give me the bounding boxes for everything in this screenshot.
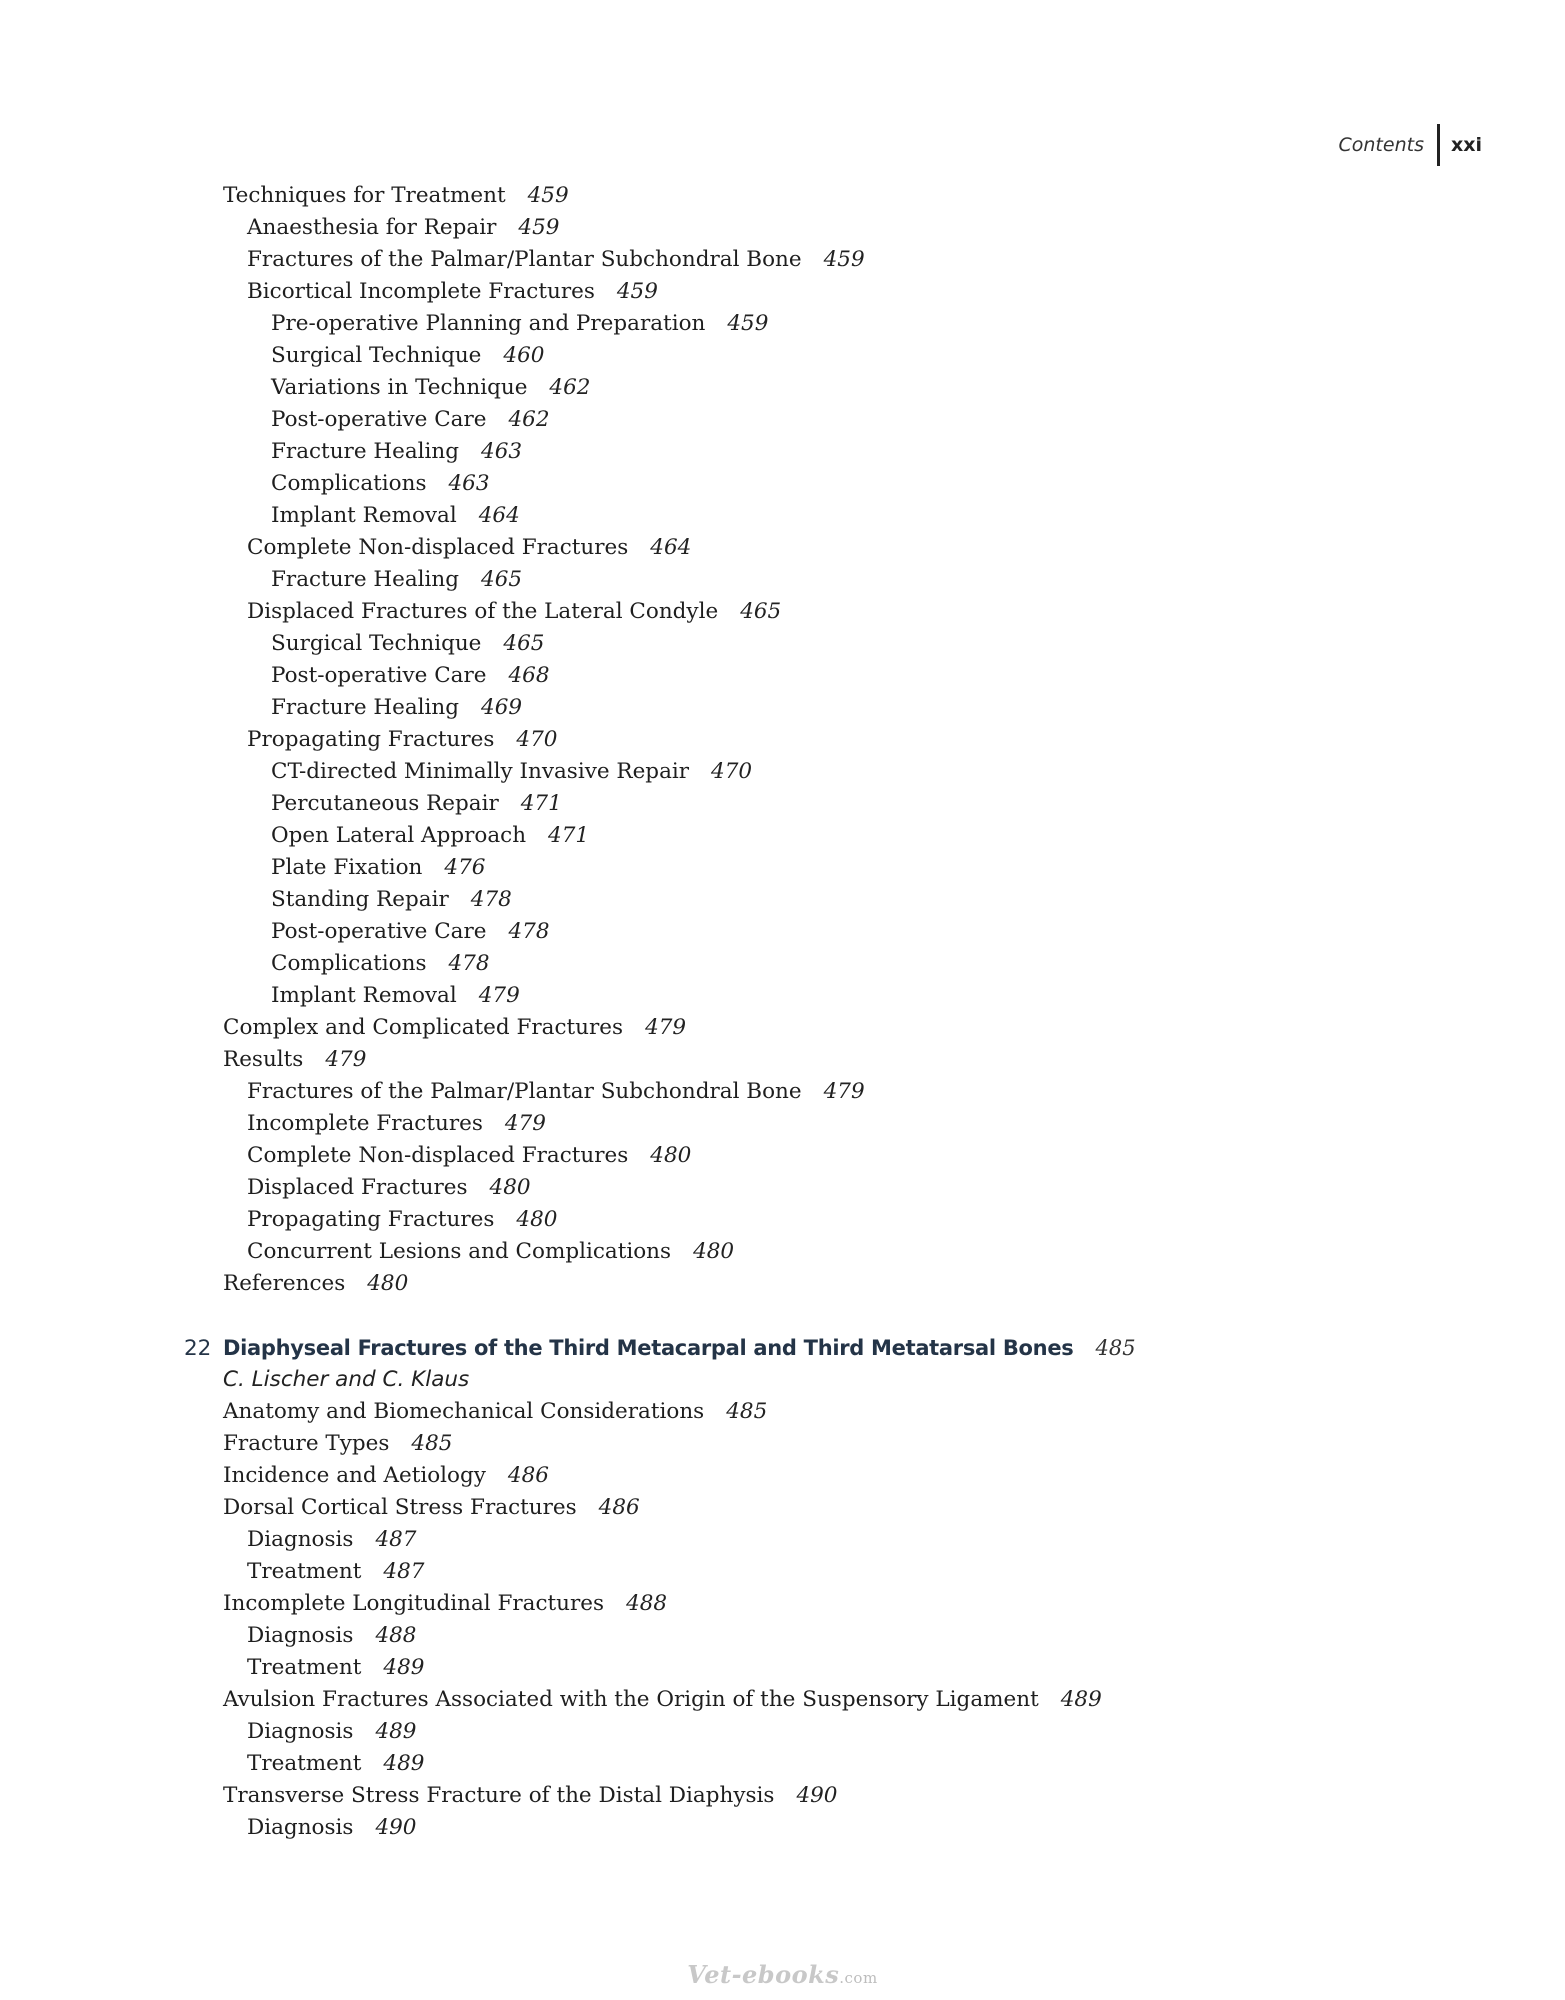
toc-entry-title: Incomplete Fractures bbox=[247, 1111, 483, 1136]
toc-entry[interactable] bbox=[0, 788, 1565, 820]
toc-entry[interactable] bbox=[0, 404, 1565, 436]
toc-entry-page: 489 bbox=[383, 1655, 425, 1680]
toc-entry[interactable] bbox=[0, 948, 1565, 980]
toc-entry-title: Implant Removal bbox=[271, 983, 457, 1008]
toc-entry[interactable] bbox=[0, 1012, 1565, 1044]
toc-entry[interactable] bbox=[0, 692, 1565, 724]
toc-entries-chapter-22 bbox=[0, 1396, 1565, 1844]
toc-entry-title: Diagnosis bbox=[247, 1527, 354, 1552]
chapter-page: 485 bbox=[1095, 1336, 1136, 1360]
toc-entry-title: Implant Removal bbox=[271, 503, 457, 528]
toc-entry-page: 468 bbox=[508, 663, 550, 688]
chapter-heading[interactable] bbox=[0, 1332, 1565, 1364]
toc-entry[interactable] bbox=[0, 212, 1565, 244]
toc-entry[interactable] bbox=[0, 340, 1565, 372]
toc-entry-page: 480 bbox=[693, 1239, 735, 1264]
toc-entry-page: 487 bbox=[383, 1559, 425, 1584]
toc-entry-page: 470 bbox=[711, 759, 753, 784]
toc-entry-title: Anatomy and Biomechanical Considerations bbox=[223, 1399, 705, 1424]
toc-entry[interactable] bbox=[0, 1460, 1565, 1492]
toc-entry[interactable] bbox=[0, 1588, 1565, 1620]
toc-entry[interactable] bbox=[0, 1780, 1565, 1812]
toc-entry-page: 490 bbox=[375, 1815, 417, 1840]
toc-entry-page: 469 bbox=[481, 695, 523, 720]
chapter-title: Diaphyseal Fractures of the Third Metacarpal and Third Metatarsal Bones bbox=[223, 1336, 1074, 1360]
toc-entry-page: 479 bbox=[325, 1047, 367, 1072]
toc-entry-page: 465 bbox=[481, 567, 523, 592]
toc-entry[interactable] bbox=[0, 308, 1565, 340]
toc-entry-title: Results bbox=[223, 1047, 304, 1072]
toc-entry[interactable] bbox=[0, 1684, 1565, 1716]
toc-entry[interactable] bbox=[0, 1620, 1565, 1652]
toc-entry-title: Treatment bbox=[247, 1655, 362, 1680]
toc-entry-title: Bicortical Incomplete Fractures bbox=[247, 279, 595, 304]
toc-entry-title: Pre-operative Planning and Preparation bbox=[271, 311, 706, 336]
toc-entry[interactable] bbox=[0, 1204, 1565, 1236]
toc-entry[interactable] bbox=[0, 1108, 1565, 1140]
toc-entry-page: 462 bbox=[549, 375, 591, 400]
toc-entry-page: 464 bbox=[650, 535, 692, 560]
toc-entry[interactable] bbox=[0, 500, 1565, 532]
toc-entry[interactable] bbox=[0, 884, 1565, 916]
watermark-logo bbox=[0, 1960, 1565, 1989]
toc-entry[interactable] bbox=[0, 1172, 1565, 1204]
toc-entry-title: Anaesthesia for Repair bbox=[247, 215, 497, 240]
toc-entry[interactable] bbox=[0, 244, 1565, 276]
toc-entry-page: 479 bbox=[504, 1111, 546, 1136]
toc-entry-title: Propagating Fractures bbox=[247, 1207, 495, 1232]
toc-entry-page: 488 bbox=[626, 1591, 668, 1616]
toc-entry-title: Fracture Healing bbox=[271, 439, 460, 464]
toc-entry[interactable] bbox=[0, 1812, 1565, 1844]
toc-entry[interactable] bbox=[0, 852, 1565, 884]
header-section-title: Contents bbox=[1338, 134, 1424, 156]
toc-entry-title: Plate Fixation bbox=[271, 855, 423, 880]
toc-entry-page: 489 bbox=[375, 1719, 417, 1744]
toc-entry[interactable] bbox=[0, 1268, 1565, 1300]
toc-entry-page: 480 bbox=[650, 1143, 692, 1168]
toc-entry-title: Surgical Technique bbox=[271, 343, 482, 368]
toc-entry[interactable] bbox=[0, 532, 1565, 564]
toc-entry-page: 480 bbox=[516, 1207, 558, 1232]
toc-entry[interactable] bbox=[0, 628, 1565, 660]
toc-entry-title: Percutaneous Repair bbox=[271, 791, 499, 816]
toc-entry-page: 464 bbox=[478, 503, 520, 528]
toc-entry-title: Fracture Types bbox=[223, 1431, 390, 1456]
watermark-brand: Vet-ebooks bbox=[687, 1960, 840, 1989]
header-page-number: xxi bbox=[1450, 134, 1482, 156]
toc-entry-title: Dorsal Cortical Stress Fractures bbox=[223, 1495, 577, 1520]
toc-entry-title: Post-operative Care bbox=[271, 663, 487, 688]
toc-entry-page: 471 bbox=[548, 823, 590, 848]
toc-entry-page: 480 bbox=[489, 1175, 531, 1200]
toc-entry-page: 470 bbox=[516, 727, 558, 752]
toc-entry-title: Fractures of the Palmar/Plantar Subchondral Bone bbox=[247, 247, 802, 272]
toc-entry-title: Surgical Technique bbox=[271, 631, 482, 656]
toc-entry[interactable] bbox=[0, 468, 1565, 500]
toc-entry[interactable] bbox=[0, 916, 1565, 948]
toc-entry-page: 488 bbox=[375, 1623, 417, 1648]
toc-entry[interactable] bbox=[0, 980, 1565, 1012]
toc-entry[interactable] bbox=[0, 1652, 1565, 1684]
toc-entry-title: Displaced Fractures of the Lateral Condyle bbox=[247, 599, 719, 624]
toc-entry-page: 479 bbox=[645, 1015, 687, 1040]
toc-entry-page: 471 bbox=[520, 791, 562, 816]
toc-entry-page: 486 bbox=[598, 1495, 640, 1520]
toc-entry-page: 459 bbox=[518, 215, 560, 240]
toc-entry-title: Diagnosis bbox=[247, 1719, 354, 1744]
chapter-authors: C. Lischer and C. Klaus bbox=[223, 1367, 470, 1392]
toc-entry-page: 478 bbox=[508, 919, 550, 944]
toc-entry[interactable] bbox=[0, 1716, 1565, 1748]
toc-entry[interactable] bbox=[0, 1396, 1565, 1428]
toc-entry-page: 487 bbox=[375, 1527, 417, 1552]
toc-entry-title: Incidence and Aetiology bbox=[223, 1463, 486, 1488]
toc-entry[interactable] bbox=[0, 1428, 1565, 1460]
toc-entry-title: Standing Repair bbox=[271, 887, 449, 912]
toc-entry-page: 489 bbox=[1060, 1687, 1102, 1712]
toc-entry-page: 479 bbox=[823, 1079, 865, 1104]
toc-entry[interactable] bbox=[0, 564, 1565, 596]
toc-entry[interactable] bbox=[0, 1236, 1565, 1268]
toc-entry-title: Variations in Technique bbox=[271, 375, 528, 400]
toc-entry-title: Diagnosis bbox=[247, 1815, 354, 1840]
toc-entry-title: Displaced Fractures bbox=[247, 1175, 468, 1200]
toc-entry-title: Fractures of the Palmar/Plantar Subchondral Bone bbox=[247, 1079, 802, 1104]
toc-entry-page: 489 bbox=[383, 1751, 425, 1776]
toc-entry-page: 480 bbox=[367, 1271, 409, 1296]
toc-entry-title: Complications bbox=[271, 951, 427, 976]
running-header bbox=[1339, 124, 1483, 166]
toc-entry-title: Fracture Healing bbox=[271, 567, 460, 592]
toc-entry-page: 465 bbox=[503, 631, 545, 656]
toc-entry[interactable] bbox=[0, 756, 1565, 788]
toc-entry-page: 465 bbox=[740, 599, 782, 624]
toc-entry[interactable] bbox=[0, 1140, 1565, 1172]
toc-entry[interactable] bbox=[0, 1076, 1565, 1108]
toc-entry-title: Open Lateral Approach bbox=[271, 823, 527, 848]
toc-entry-page: 485 bbox=[726, 1399, 768, 1424]
toc-entry-page: 459 bbox=[616, 279, 658, 304]
toc-entry[interactable] bbox=[0, 1492, 1565, 1524]
toc-entries-previous-chapter bbox=[0, 180, 1565, 1300]
toc-entry-title: Treatment bbox=[247, 1559, 362, 1584]
toc-entry[interactable] bbox=[0, 1748, 1565, 1780]
toc-entry-page: 490 bbox=[796, 1783, 838, 1808]
toc-entry-title: Fracture Healing bbox=[271, 695, 460, 720]
toc-entry-title: Concurrent Lesions and Complications bbox=[247, 1239, 672, 1264]
toc-entry[interactable] bbox=[0, 1524, 1565, 1556]
toc-entry-title: Transverse Stress Fracture of the Distal Diaphysis bbox=[223, 1783, 775, 1808]
toc-entry-page: 479 bbox=[478, 983, 520, 1008]
toc-entry-title: Complete Non-displaced Fractures bbox=[247, 535, 629, 560]
toc-entry-title: Post-operative Care bbox=[271, 919, 487, 944]
toc-entry-page: 476 bbox=[444, 855, 486, 880]
toc-entry-title: Avulsion Fractures Associated with the Origin of the Suspensory Ligament bbox=[223, 1687, 1039, 1712]
toc-entry-title: Incomplete Longitudinal Fractures bbox=[223, 1591, 605, 1616]
toc-entry[interactable] bbox=[0, 372, 1565, 404]
toc-entry-page: 462 bbox=[508, 407, 550, 432]
toc-entry-page: 485 bbox=[411, 1431, 453, 1456]
toc-entry-title: Diagnosis bbox=[247, 1623, 354, 1648]
toc-entry-page: 463 bbox=[448, 471, 490, 496]
toc-entry-page: 459 bbox=[823, 247, 865, 272]
chapter-spacer bbox=[0, 1300, 1565, 1332]
toc-entry-page: 478 bbox=[448, 951, 490, 976]
toc-entry-title: Techniques for Treatment bbox=[223, 183, 506, 208]
toc-entry-title: Complete Non-displaced Fractures bbox=[247, 1143, 629, 1168]
toc-entry-page: 459 bbox=[727, 311, 769, 336]
toc-entry-title: Post-operative Care bbox=[271, 407, 487, 432]
toc-entry-title: Propagating Fractures bbox=[247, 727, 495, 752]
toc-entry[interactable] bbox=[0, 724, 1565, 756]
toc-entry[interactable] bbox=[0, 660, 1565, 692]
toc-entry-title: Treatment bbox=[247, 1751, 362, 1776]
table-of-contents bbox=[0, 180, 1565, 1844]
toc-entry-title: References bbox=[223, 1271, 346, 1296]
toc-entry-page: 459 bbox=[527, 183, 569, 208]
toc-entry-page: 460 bbox=[503, 343, 545, 368]
toc-entry[interactable] bbox=[0, 180, 1565, 212]
watermark-domain: .com bbox=[839, 1969, 878, 1987]
toc-entry-page: 478 bbox=[470, 887, 512, 912]
toc-entry[interactable] bbox=[0, 436, 1565, 468]
toc-entry[interactable] bbox=[0, 596, 1565, 628]
chapter-number: 22 bbox=[184, 1336, 212, 1361]
toc-entry[interactable] bbox=[0, 820, 1565, 852]
toc-entry-title: Complications bbox=[271, 471, 427, 496]
toc-entry[interactable] bbox=[0, 1556, 1565, 1588]
toc-entry[interactable] bbox=[0, 1044, 1565, 1076]
toc-entry-title: CT-directed Minimally Invasive Repair bbox=[271, 759, 690, 784]
toc-entry-page: 486 bbox=[507, 1463, 549, 1488]
toc-entry-page: 463 bbox=[481, 439, 523, 464]
toc-entry-title: Complex and Complicated Fractures bbox=[223, 1015, 624, 1040]
toc-entry[interactable] bbox=[0, 276, 1565, 308]
